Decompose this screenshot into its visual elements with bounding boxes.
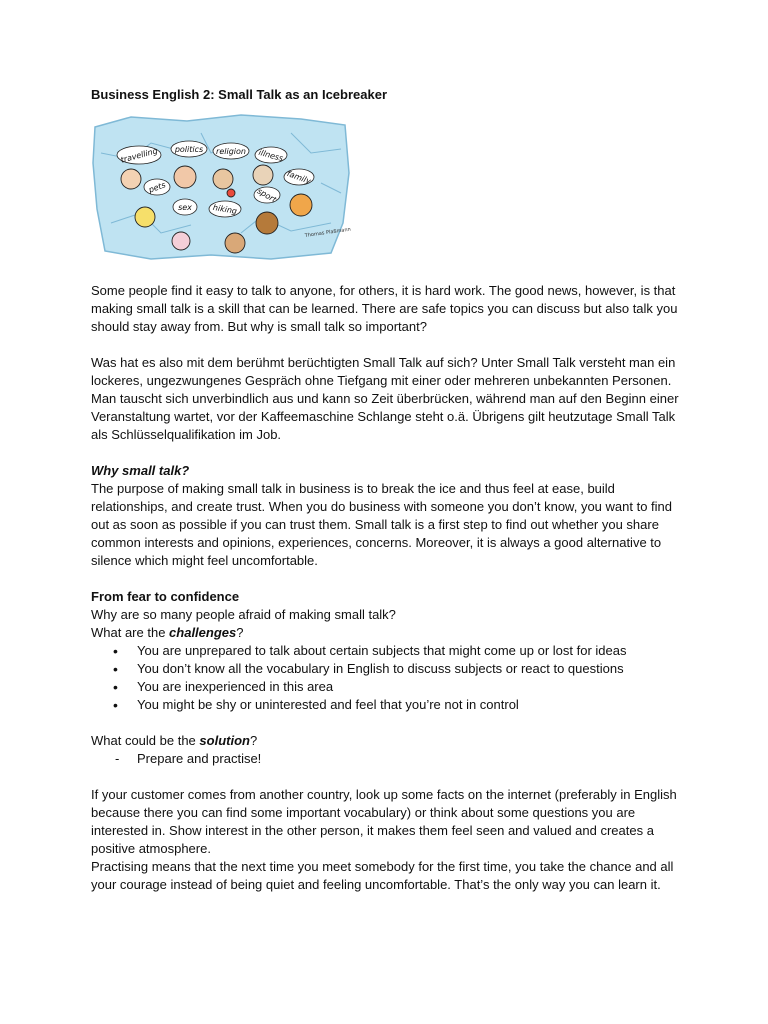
svg-text:hiking: hiking — [212, 202, 238, 217]
icebreaker-cartoon — [91, 113, 351, 261]
person-head-icon — [174, 166, 196, 188]
person-head-icon — [135, 207, 155, 227]
intro-paragraph: Some people find it easy to talk to anyone, for others, it is hard work. The good news, however, is that making small talk is a skill that can be learned. There are safe topics you can discuss but also talk you should stay away from. But why is small talk so important? — [91, 283, 678, 334]
why-heading: Why small talk? — [91, 463, 190, 478]
fear-section — [91, 588, 691, 714]
svg-text:pets: pets — [147, 180, 167, 195]
solution-suffix: ? — [249, 733, 258, 748]
german-paragraph: Was hat es also mit dem berühmt berüchtigten Small Talk auf sich? Unter Small Talk versteht man ein lockeres, ungezwungenes Gespräch ohne Tiefgang mit einer oder mehreren unbekannten Personen. Man tauscht sich unverbindlich aus und kann so Zeit überbrücken, während man auf den Beginn einer Veranstaltung wartet, vor der Kaffeemaschine Schlange steht o.ä. Übrigens gilt heutzutage Small Talk als Schlüsselqualifikation im Job. — [91, 355, 679, 442]
svg-text:travelling: travelling — [119, 146, 159, 165]
why-paragraph: The purpose of making small talk in business is to break the ice and thus feel at ease, build relationships, and create trust. When you do business with someone you don’t know, you want to find out as soon as possible if you can trust them. Small talk is a first step to find out whether you share common interests and opinions, experiences, concerns. Moreover, it is always a good alternative to silence which might feel uncomfortable. — [91, 481, 673, 568]
solution-section — [91, 732, 691, 768]
person-head-icon — [227, 189, 235, 197]
challenge-item: • You don’t know all the vocabulary in English to discuss subjects or react to questions — [137, 660, 691, 678]
practise-paragraph: Practising means that the next time you meet somebody for the first time, you take the chance and all your courage instead of being quiet and feeling uncomfortable. That’s the only way you can learn it. — [91, 859, 674, 892]
solution-question — [91, 732, 691, 750]
person-head-icon — [256, 212, 278, 234]
why-section — [91, 462, 691, 570]
icebreaker-illustration — [91, 113, 351, 261]
bubble-sex — [173, 199, 197, 215]
bubble-hiking — [209, 201, 241, 217]
artist-signature: Thomas Plaßmann — [304, 226, 351, 239]
solution-item: - Prepare and practise! — [137, 750, 691, 768]
challenge-item: • You are unprepared to talk about certain subjects that might come up or lost for ideas — [137, 642, 691, 660]
bubble-illness — [255, 147, 287, 163]
customer-paragraph: If your customer comes from another country, look up some facts on the internet (preferably in English because there you can find some important vocabulary) or think about some questions you are interested in. Show interest in the other person, it makes them feel seen and valued and creates a positive atmosphere. — [91, 787, 677, 856]
solution-prefix: What could be the — [91, 733, 200, 748]
svg-text:sport: sport — [255, 186, 278, 205]
svg-text:religion: religion — [216, 147, 246, 156]
closing-section — [91, 786, 691, 894]
challenges-suffix: ? — [236, 625, 244, 640]
person-head-icon — [225, 233, 245, 253]
person-head-icon — [213, 169, 233, 189]
svg-text:politics: politics — [174, 145, 204, 154]
challenges-word: challenges — [169, 625, 237, 640]
svg-text:sex: sex — [178, 203, 192, 212]
document-title: Business English 2: Small Talk as an Icebreaker — [91, 87, 388, 102]
challenge-item: • You are inexperienced in this area — [137, 678, 691, 696]
bubble-politics — [171, 141, 207, 157]
challenges-prefix: What are the — [91, 625, 170, 640]
bubble-pets — [144, 179, 170, 195]
person-head-icon — [121, 169, 141, 189]
fear-question: Why are so many people afraid of making small talk? — [91, 607, 396, 622]
svg-text:family: family — [285, 169, 312, 186]
person-head-icon — [172, 232, 190, 250]
challenges-list — [91, 642, 691, 714]
solutions-list — [91, 750, 691, 768]
fear-heading: From fear to confidence — [91, 589, 240, 604]
person-head-icon — [253, 165, 273, 185]
person-head-icon — [290, 194, 312, 216]
document-page — [91, 86, 691, 894]
challenges-question — [91, 624, 691, 642]
solution-word: solution — [199, 733, 250, 748]
challenge-item: • You might be shy or uninterested and feel that you’re not in control — [137, 696, 691, 714]
svg-text:illness: illness — [257, 147, 285, 164]
bubble-religion — [213, 143, 249, 159]
